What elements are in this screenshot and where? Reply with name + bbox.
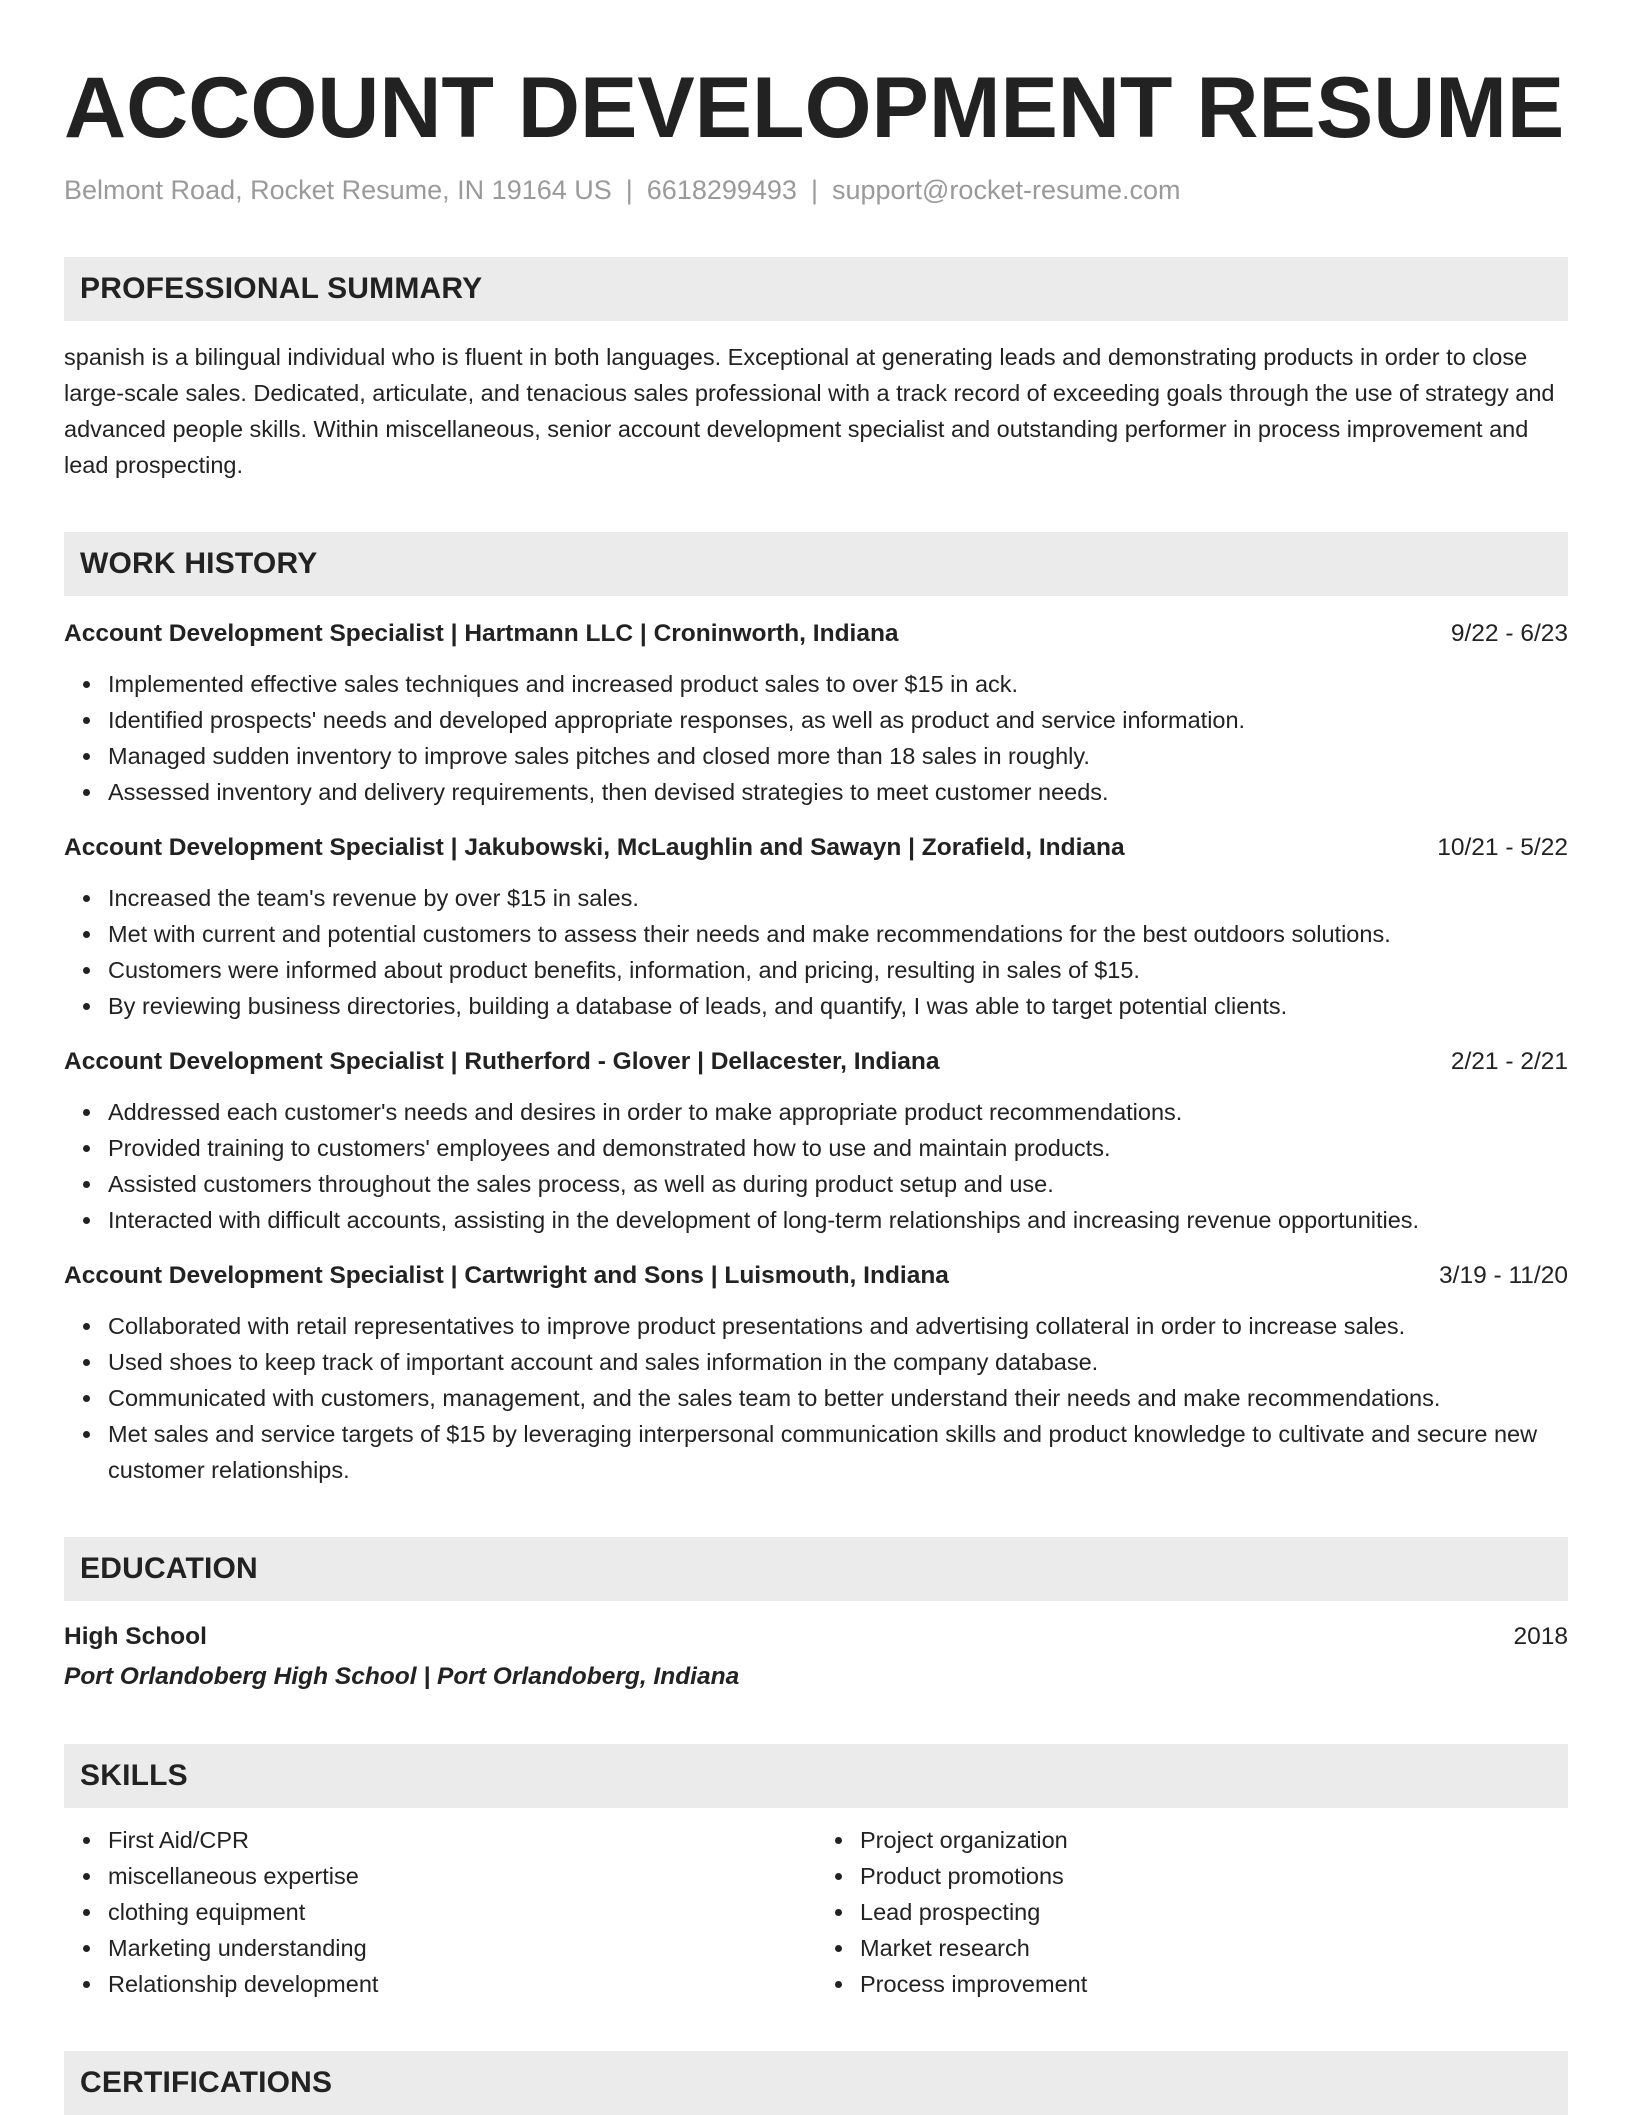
list-item: Managed sudden inventory to improve sales pitches and closed more than 18 sales in roughly. [108, 738, 1568, 774]
list-item: Assessed inventory and delivery requirements, then devised strategies to meet customer needs. [108, 774, 1568, 810]
skills-list-right [816, 1822, 1568, 2002]
resume-title: ACCOUNT DEVELOPMENT RESUME [64, 60, 1565, 156]
list-item: Implemented effective sales techniques and increased product sales to over $15 in ack. [108, 666, 1568, 702]
list-item: By reviewing business directories, building a database of leads, and quantify, I was able to target potential clients. [108, 988, 1568, 1024]
list-item: Used shoes to keep track of important account and sales information in the company database. [108, 1344, 1568, 1380]
job-entry [64, 830, 1568, 1024]
job-header [64, 616, 1568, 652]
job-title: Account Development Specialist | Cartwright and Sons | Luismouth, Indiana [64, 1262, 949, 1289]
education-school: Port Orlandoberg High School | Port Orlandoberg, Indiana [64, 1663, 740, 1690]
list-item: Process improvement [860, 1966, 1568, 2002]
skills-list-left [64, 1822, 816, 2002]
job-entry [64, 1044, 1568, 1238]
job-title: Account Development Specialist | Rutherford - Glover | Dellacester, Indiana [64, 1048, 940, 1075]
section-heading: EDUCATION [80, 1552, 258, 1585]
list-item: Interacted with difficult accounts, assisting in the development of long-term relationships and increasing revenue opportunities. [108, 1202, 1568, 1238]
contact-separator: | [810, 175, 818, 205]
list-item: Collaborated with retail representatives to improve product presentations and advertising collateral in order to increase sales. [108, 1308, 1568, 1344]
list-item: Addressed each customer's needs and desires in order to make appropriate product recommendations. [108, 1094, 1568, 1130]
job-bullets [64, 666, 1568, 810]
job-dates: 10/21 - 5/22 [1437, 834, 1568, 861]
job-entry [64, 1258, 1568, 1488]
list-item: Met with current and potential customers to assess their needs and make recommendations for the best outdoors solutions. [108, 916, 1568, 952]
list-item: Assisted customers throughout the sales process, as well as during product setup and use. [108, 1166, 1568, 1202]
section-heading: PROFESSIONAL SUMMARY [80, 272, 483, 305]
job-header [64, 1258, 1568, 1294]
list-item: Lead prospecting [860, 1894, 1568, 1930]
education-year: 2018 [1513, 1623, 1568, 1650]
summary-text: spanish is a bilingual individual who is fluent in both languages. Exceptional at generating leads and demonstrating products in order to close large-scale sales. Dedicated, articulate, and tenacious sales professional with a track record of exceeding goals through the use of strategy and advanced people skills. Within miscellaneous, senior account development specialist and outstanding performer in process improvement and lead prospecting. [64, 344, 1555, 478]
education-header [64, 1619, 1568, 1655]
list-item: Marketing understanding [108, 1930, 816, 1966]
list-item: miscellaneous expertise [108, 1858, 816, 1894]
job-entry [64, 616, 1568, 810]
list-item: First Aid/CPR [108, 1822, 816, 1858]
list-item: Communicated with customers, management, and the sales team to better understand their needs and make recommendations. [108, 1380, 1568, 1416]
contact-address: Belmont Road, Rocket Resume, IN 19164 US [64, 175, 612, 205]
job-header [64, 1044, 1568, 1080]
skills-columns [64, 1822, 1568, 2002]
section-heading: WORK HISTORY [80, 547, 318, 580]
list-item: Relationship development [108, 1966, 816, 2002]
contact-line [64, 172, 1568, 208]
section-header-skills [64, 1744, 1568, 1808]
job-header [64, 830, 1568, 866]
job-bullets [64, 880, 1568, 1024]
education-degree: High School [64, 1623, 207, 1650]
list-item: Product promotions [860, 1858, 1568, 1894]
contact-phone: 6618299493 [646, 175, 797, 205]
list-item: Met sales and service targets of $15 by leveraging interpersonal communication skills and product knowledge to cultivate and secure new customer relationships. [108, 1416, 1568, 1488]
list-item: Identified prospects' needs and developed appropriate responses, as well as product and service information. [108, 702, 1568, 738]
job-dates: 9/22 - 6/23 [1450, 620, 1568, 647]
contact-separator: | [625, 175, 633, 205]
list-item: Provided training to customers' employees and demonstrated how to use and maintain products. [108, 1130, 1568, 1166]
section-header-certifications [64, 2051, 1568, 2115]
job-bullets [64, 1308, 1568, 1488]
list-item: Project organization [860, 1822, 1568, 1858]
job-title: Account Development Specialist | Hartmann LLC | Croninworth, Indiana [64, 620, 899, 647]
contact-email: support@rocket-resume.com [831, 175, 1181, 205]
list-item: clothing equipment [108, 1894, 816, 1930]
list-item: Customers were informed about product benefits, information, and pricing, resulting in sales of $15. [108, 952, 1568, 988]
job-dates: 2/21 - 2/21 [1450, 1048, 1568, 1075]
job-dates: 3/19 - 11/20 [1439, 1262, 1568, 1289]
section-heading: SKILLS [80, 1759, 188, 1792]
list-item: Market research [860, 1930, 1568, 1966]
section-header-work-history [64, 532, 1568, 596]
section-heading: CERTIFICATIONS [80, 2066, 333, 2099]
job-bullets [64, 1094, 1568, 1238]
section-header-summary [64, 257, 1568, 321]
list-item: Increased the team's revenue by over $15 in sales. [108, 880, 1568, 916]
section-header-education [64, 1537, 1568, 1601]
job-title: Account Development Specialist | Jakubowski, McLaughlin and Sawayn | Zorafield, Indiana [64, 834, 1125, 861]
